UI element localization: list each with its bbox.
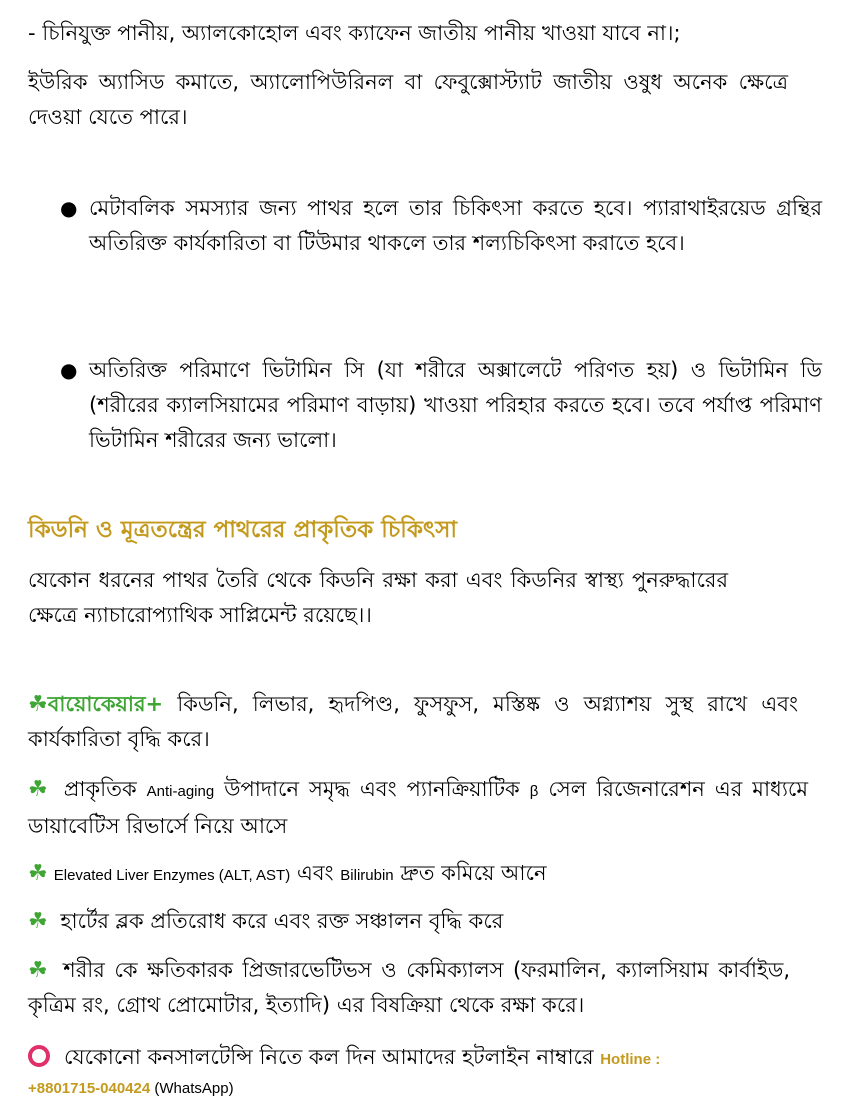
ring-icon: [28, 1045, 50, 1067]
bullet-icon: ●: [60, 358, 78, 382]
contact-text: যেকোনো কনসালটেন্সি নিতে কল দিন আমাদের হটলাইন নাম্বারে: [64, 1045, 601, 1069]
clover-icon: ☘: [28, 861, 48, 886]
benefit-english-term: Bilirubin: [340, 867, 394, 884]
contact-phone-line: [28, 1074, 234, 1104]
intro-paragraph: ইউরিক অ্যাসিড কমাতে, অ্যালোপিউরিনল বা ফেবুক্সোস্ট্যাট জাতীয় ওষুধ অনেক ক্ষেত্রে দেওয়া যেতে পারে।: [28, 70, 788, 129]
benefit-text: এবং: [290, 861, 341, 885]
benefit-text: সেল রিজেনারেশন এর মাধ্যমে ডায়াবেটিস রিভার্সে নিয়ে আসে: [28, 777, 809, 838]
intro-line: - চিনিযুক্ত পানীয়, অ্যালকোহোল এবং ক্যাফেন জাতীয় পানীয় খাওয়া যাবে না।;: [28, 21, 681, 45]
benefit-text: হার্টের ব্লক প্রতিরোধ করে এবং রক্ত সঞ্চালন বৃদ্ধি করে: [53, 909, 504, 933]
clover-icon: ☘: [28, 692, 48, 717]
section-paragraph: যেকোন ধরনের পাথর তৈরি থেকে কিডনি রক্ষা করা এবং কিডনির স্বাস্থ্য পুনরুদ্ধারের ক্ষেত্রে ন্যাচারোপ্যাথিক সাপ্লিমেন্ট রয়েছে।।: [28, 568, 728, 627]
brand-name: বায়োকেয়ার+: [47, 692, 164, 716]
hotline-number[interactable]: +8801715-040424: [28, 1080, 151, 1097]
benefit-item-2: [28, 772, 808, 844]
benefit-english-term: Anti-aging: [146, 783, 215, 800]
benefit-text: দ্রুত কমিয়ে আনে: [393, 861, 547, 885]
contact-line: [28, 1040, 660, 1077]
benefit-text: কিডনি, লিভার, হৃদপিণ্ড, ফুসফুস, মস্তিষ্ক ও অগ্ন্যাশয় সুস্থ রাখে এবং কার্যকারিতা বৃদ্ধি করে।: [28, 692, 798, 751]
clover-icon: ☘: [28, 909, 48, 934]
benefit-text: প্রাকৃতিক: [53, 777, 147, 801]
hotline-label: Hotline :: [600, 1051, 661, 1068]
whatsapp-label: (WhatsApp): [150, 1080, 234, 1097]
benefit-english-term: Elevated Liver Enzymes (ALT, AST): [53, 867, 291, 884]
clover-icon: ☘: [28, 958, 48, 983]
bullet-icon: ●: [60, 196, 78, 220]
benefit-item-1: [28, 687, 798, 757]
benefit-text: শরীর কে ক্ষতিকারক প্রিজারভেটিভস ও কেমিক্যালস (ফরমালিন, ক্যালসিয়াম কার্বাইড, কৃত্রিম রং, গ্রোথ প্রোমোটার, ইত্যাদি) এর বিষক্রিয়া থেকে রক্ষা করে।: [28, 958, 790, 1017]
clover-icon: ☘: [28, 777, 48, 802]
section-heading: কিডনি ও মূত্রতন্ত্রের পাথরের প্রাকৃতিক চিকিৎসা: [28, 517, 458, 543]
bullet-text: অতিরিক্ত পরিমাণে ভিটামিন সি (যা শরীরে অক্সালেটে পরিণত হয়) ও ভিটামিন ডি (শরীরের ক্যালসিয়ামের পরিমাণ বাড়ায়) খাওয়া পরিহার করতে হবে। তবে পর্যাপ্ত পরিমাণ ভিটামিন শরীরের জন্য ভালো।: [89, 358, 822, 452]
beta-symbol: β: [529, 783, 539, 800]
bullet-text: মেটাবলিক সমস্যার জন্য পাথর হলে তার চিকিৎসা করতে হবে। প্যারাথাইরয়েড গ্রন্থির অতিরিক্ত কার্যকারিতা বা টিউমার থাকলে তার শল্যচিকিৎসা করাতে হবে।: [89, 196, 822, 255]
benefit-text: উপাদানে সমৃদ্ধ এবং প্যানক্রিয়াটিক: [214, 777, 530, 801]
benefit-item-5: [28, 953, 790, 1023]
benefit-item-4: [28, 904, 503, 939]
benefit-item-3: [28, 856, 547, 893]
